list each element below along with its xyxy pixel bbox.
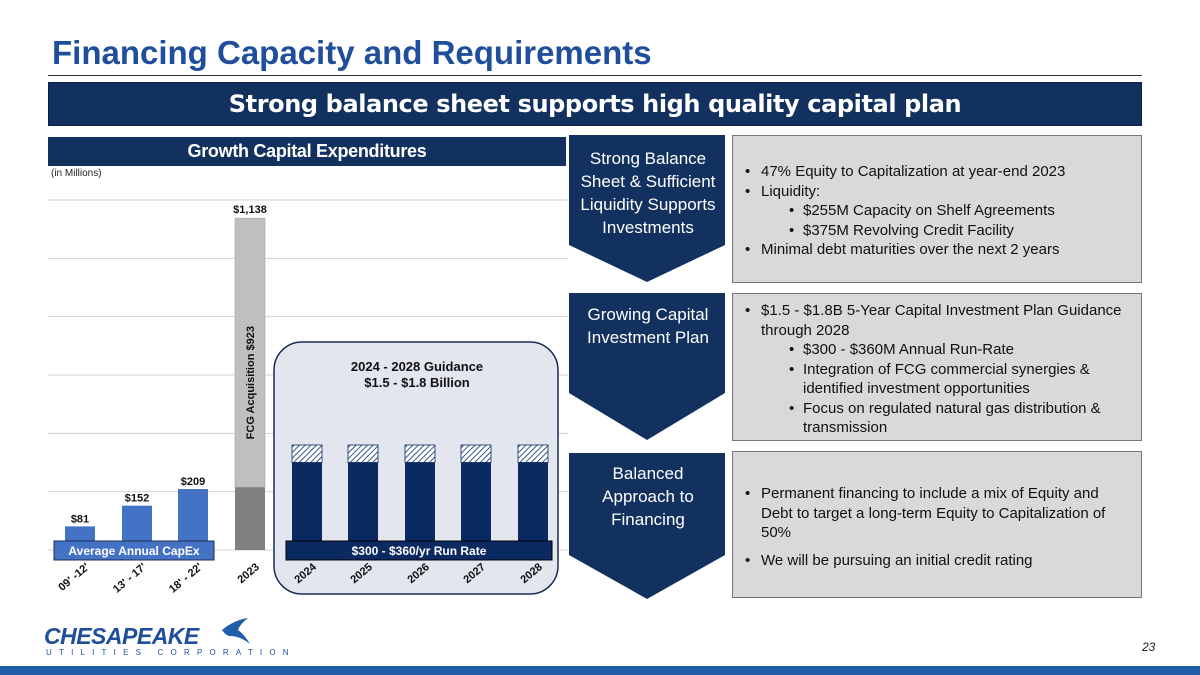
sub-bullet: • Integration of FCG commercial synergies & identified investment opportunities <box>737 360 1133 399</box>
bar-2023-base <box>235 487 265 550</box>
sub-bullet: • Focus on regulated natural gas distribution & transmission <box>737 399 1133 438</box>
label-line: Investments <box>602 218 694 237</box>
guidance-subtitle: $1.5 - $1.8 Billion <box>364 375 470 390</box>
fcg-annotation: FCG Acquisition $923 <box>245 326 257 440</box>
bar-run-rate-upside <box>461 445 491 463</box>
label-line: Financing <box>611 510 685 529</box>
x-tick-label: 2027 <box>461 561 488 587</box>
footer-bar <box>0 666 1200 675</box>
bird-icon <box>222 618 250 644</box>
bar-run-rate <box>461 463 491 551</box>
label-line: Investment Plan <box>587 328 709 347</box>
guidance-title: 2024 - 2028 Guidance <box>350 359 484 374</box>
section-2-box <box>732 293 1142 441</box>
bullet: • We will be pursuing an initial credit rating <box>737 551 1121 571</box>
data-label: $209 <box>180 476 206 489</box>
company-logo <box>44 614 296 662</box>
label-line: Balanced <box>612 464 684 483</box>
section-1-label <box>570 147 726 239</box>
capex-chart <box>48 170 568 610</box>
section-1-box <box>732 135 1142 283</box>
title-divider <box>48 75 1142 76</box>
x-tick-label: 2026 <box>405 561 432 587</box>
x-tick-label: 2024 <box>292 561 319 587</box>
sub-bullet: • $375M Revolving Credit Facility <box>737 221 1133 241</box>
page-title: Financing Capacity and Requirements <box>52 34 652 71</box>
page-number: 23 <box>1142 640 1156 654</box>
bar-run-rate <box>348 463 378 551</box>
data-label: $152 <box>124 492 150 505</box>
bullet: • $1.5 - $1.8B 5-Year Capital Investment Plan Guidance through 2028 <box>737 301 1133 340</box>
bullet: • Minimal debt maturities over the next 2 years <box>737 240 1133 260</box>
units-note: (in Millions) <box>51 168 102 179</box>
section-3-box <box>732 451 1142 598</box>
x-tick-label: 09' -12' <box>56 561 92 594</box>
bar-run-rate <box>292 463 322 551</box>
x-tick-label: 18' - 22' <box>166 561 205 596</box>
chart-header: Growth Capital Expenditures <box>48 137 566 166</box>
bullet: • 47% Equity to Capitalization at year-end 2023 <box>737 162 1133 182</box>
x-tick-label: 2028 <box>518 561 545 587</box>
data-label-total: $1,138 <box>233 204 267 217</box>
label-line: Sheet & Sufficient <box>580 172 716 191</box>
logo-tagline: UTILITIES CORPORATION <box>46 648 296 657</box>
bar-run-rate-upside <box>405 445 435 463</box>
x-tick-label: 2023 <box>235 561 262 587</box>
section-3-label <box>570 462 726 531</box>
sub-bullet: • $300 - $360M Annual Run-Rate <box>737 340 1133 360</box>
bullet: • Permanent financing to include a mix of Equity and Debt to target a long-term Equity to Capitalization of 50% <box>737 484 1121 543</box>
headline-banner: Strong balance sheet supports high quality capital plan <box>48 82 1142 126</box>
sub-bullet: • $255M Capacity on Shelf Agreements <box>737 201 1133 221</box>
x-tick-label: 13' - 17' <box>110 561 149 596</box>
label-line: Approach to <box>602 487 694 506</box>
section-2-label <box>570 303 726 349</box>
run-rate-label: $300 - $360/yr Run Rate <box>351 544 487 558</box>
bar-run-rate-upside <box>292 445 322 463</box>
label-line: Growing Capital <box>587 305 709 324</box>
bar-run-rate <box>518 463 548 551</box>
bar-run-rate <box>405 463 435 551</box>
label-line: Liquidity Supports <box>580 195 716 214</box>
bar-run-rate-upside <box>348 445 378 463</box>
data-label: $81 <box>70 513 90 526</box>
x-tick-label: 2025 <box>348 561 375 587</box>
avg-capex-label: Average Annual CapEx <box>68 544 200 558</box>
label-line: Strong Balance <box>589 149 707 168</box>
bar-run-rate-upside <box>518 445 548 463</box>
logo-wordmark: CHESAPEAKE <box>44 623 199 649</box>
bullet: • Liquidity: <box>737 182 1133 202</box>
